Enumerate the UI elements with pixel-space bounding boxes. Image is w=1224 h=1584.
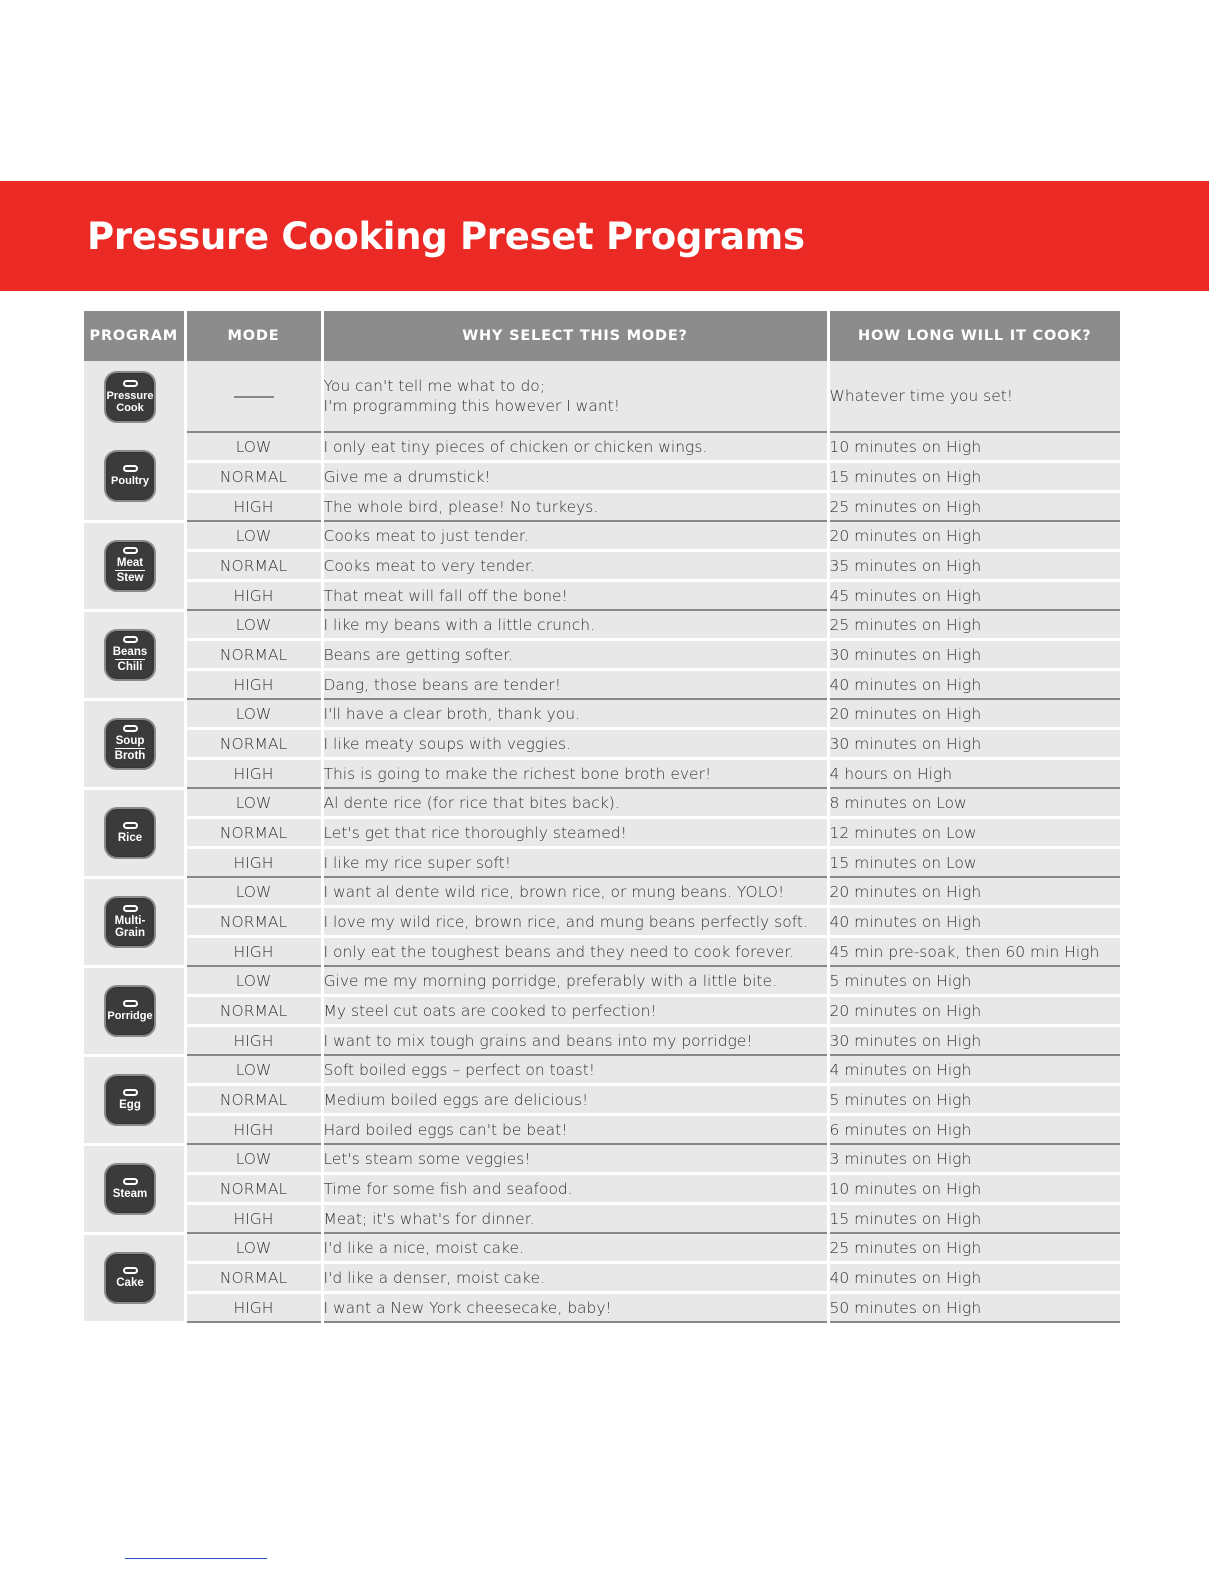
reason-cell: This is going to make the richest bone broth ever! [322, 759, 828, 789]
reason-line: I'm programming this however I want! [323, 397, 620, 415]
reason-cell: My steel cut oats are cooked to perfection! [322, 996, 828, 1026]
table-row [84, 521, 1120, 551]
mode-cell: HIGH [185, 1115, 322, 1145]
program-button-label: Beans [112, 646, 148, 658]
reason-cell: That meat will fall off the bone! [322, 581, 828, 611]
program-cell [84, 432, 185, 521]
table-row [84, 1293, 1120, 1323]
table-row [84, 1174, 1120, 1204]
beans-chili-program-button [104, 629, 156, 681]
table-row [84, 581, 1120, 611]
table-row [84, 1263, 1120, 1293]
program-cell [84, 610, 185, 699]
mode-cell: HIGH [185, 848, 322, 878]
program-button-label: Stew [116, 572, 144, 584]
footer-rule [125, 1558, 267, 1559]
program-button-label: Meat [116, 557, 144, 569]
table-row [84, 877, 1120, 907]
table-row [84, 551, 1120, 581]
table-row [84, 818, 1120, 848]
steam-program-button [104, 1163, 156, 1215]
cook-time-cell: 15 minutes on High [828, 1204, 1120, 1234]
table-row [84, 1055, 1120, 1085]
cook-time-cell: 40 minutes on High [828, 670, 1120, 700]
indicator-light-icon [123, 905, 138, 912]
reason-cell: Meat; it's what's for dinner. [322, 1204, 828, 1234]
reason-cell: Let's steam some veggies! [322, 1144, 828, 1174]
poultry-program-button [104, 450, 156, 502]
table-row [84, 788, 1120, 818]
reason-cell: Dang, those beans are tender! [322, 670, 828, 700]
mode-cell: HIGH [185, 581, 322, 611]
program-cell [84, 877, 185, 966]
table-row [84, 432, 1120, 462]
mode-cell: LOW [185, 966, 322, 996]
preset-programs-table [84, 311, 1120, 1324]
cook-time-cell: 35 minutes on High [828, 551, 1120, 581]
table-row [84, 848, 1120, 878]
cook-time-cell: 50 minutes on High [828, 1293, 1120, 1323]
cook-time-cell: 30 minutes on High [828, 640, 1120, 670]
table-row [84, 361, 1120, 432]
program-cell [84, 521, 185, 610]
table-row [84, 1144, 1120, 1174]
reason-cell: Give me a drumstick! [322, 462, 828, 492]
mode-cell: NORMAL [185, 462, 322, 492]
mode-cell: HIGH [185, 937, 322, 967]
header-program: PROGRAM [84, 311, 185, 361]
table-row [84, 670, 1120, 700]
cook-time-cell: 40 minutes on High [828, 1263, 1120, 1293]
program-button-label: Cook [116, 401, 144, 414]
button-label-divider [115, 659, 145, 660]
reason-cell: Let's get that rice thoroughly steamed! [322, 818, 828, 848]
reason-cell: Al dente rice (for rice that bites back). [322, 788, 828, 818]
pressure-cook-program-button [104, 371, 156, 423]
mode-cell: LOW [185, 610, 322, 640]
reason-cell: Time for some fish and seafood. [322, 1174, 828, 1204]
button-label-divider [115, 570, 145, 571]
mode-cell: NORMAL [185, 1085, 322, 1115]
cook-time-cell: 25 minutes on High [828, 1233, 1120, 1263]
program-cell [84, 1055, 185, 1144]
multi-grain-program-button [104, 896, 156, 948]
mode-cell: HIGH [185, 670, 322, 700]
cook-time-cell: 5 minutes on High [828, 1085, 1120, 1115]
mode-cell: LOW [185, 699, 322, 729]
cook-time-cell: 3 minutes on High [828, 1144, 1120, 1174]
header-why: WHY SELECT THIS MODE? [322, 311, 828, 361]
indicator-light-icon [123, 1089, 138, 1096]
cook-time-cell: 6 minutes on High [828, 1115, 1120, 1145]
cook-time-cell: 45 minutes on High [828, 581, 1120, 611]
program-button-label: Steam [112, 1187, 148, 1200]
cook-time-cell: 25 minutes on High [828, 610, 1120, 640]
table-row [84, 996, 1120, 1026]
mode-cell: NORMAL [185, 996, 322, 1026]
cook-time-cell: 20 minutes on High [828, 996, 1120, 1026]
program-button-label: Rice [117, 831, 143, 844]
table-row [84, 1204, 1120, 1234]
reason-cell: Medium boiled eggs are delicious! [322, 1085, 828, 1115]
table-row [84, 759, 1120, 789]
program-cell [84, 1144, 185, 1233]
table-row [84, 699, 1120, 729]
table-row [84, 1085, 1120, 1115]
indicator-light-icon [123, 725, 138, 732]
table-header-row [84, 311, 1120, 361]
table-row [84, 1026, 1120, 1056]
mode-cell: NORMAL [185, 640, 322, 670]
cook-time-cell: 10 minutes on High [828, 1174, 1120, 1204]
program-button-label: Broth [114, 750, 146, 762]
table-row [84, 966, 1120, 996]
rice-program-button [104, 807, 156, 859]
cook-time-cell: 4 hours on High [828, 759, 1120, 789]
program-cell [84, 361, 185, 432]
mode-cell: LOW [185, 521, 322, 551]
reason-cell: I like my rice super soft! [322, 848, 828, 878]
button-label-divider [115, 748, 145, 749]
mode-cell: NORMAL [185, 1174, 322, 1204]
cook-time-cell: 15 minutes on Low [828, 848, 1120, 878]
mode-cell: HIGH [185, 1026, 322, 1056]
reason-cell: Cooks meat to just tender. [322, 521, 828, 551]
mode-cell: LOW [185, 1055, 322, 1085]
cook-time-cell: 15 minutes on High [828, 462, 1120, 492]
table-row [84, 1233, 1120, 1263]
header-mode: MODE [185, 311, 322, 361]
program-button-label: Poultry [111, 474, 149, 487]
header-time: HOW LONG WILL IT COOK? [828, 311, 1120, 361]
reason-cell: Hard boiled eggs can't be beat! [322, 1115, 828, 1145]
cook-time-cell: 20 minutes on High [828, 699, 1120, 729]
mode-cell: NORMAL [185, 1263, 322, 1293]
reason-cell: I'd like a nice, moist cake. [322, 1233, 828, 1263]
indicator-light-icon [123, 1000, 138, 1007]
mode-cell: LOW [185, 1144, 322, 1174]
indicator-light-icon [123, 547, 138, 554]
table-row [84, 492, 1120, 522]
cook-time-cell: 8 minutes on Low [828, 788, 1120, 818]
reason-line: You can't tell me what to do; [323, 377, 546, 395]
cook-time-cell: 25 minutes on High [828, 492, 1120, 522]
mode-cell: HIGH [185, 1293, 322, 1323]
mode-cell: HIGH [185, 759, 322, 789]
indicator-light-icon [123, 380, 138, 387]
cook-time-cell: 12 minutes on Low [828, 818, 1120, 848]
mode-cell: HIGH [185, 1204, 322, 1234]
table-body [84, 361, 1120, 1322]
reason-cell: I like my beans with a little crunch. [322, 610, 828, 640]
cook-time-cell: 10 minutes on High [828, 432, 1120, 462]
reason-cell: I like meaty soups with veggies. [322, 729, 828, 759]
no-mode-dash-icon [234, 396, 274, 398]
program-cell [84, 788, 185, 877]
cook-time-cell: Whatever time you set! [828, 361, 1120, 432]
indicator-light-icon [123, 822, 138, 829]
page-title: Pressure Cooking Preset Programs [87, 215, 805, 258]
cook-time-cell: 20 minutes on High [828, 877, 1120, 907]
soup-broth-program-button [104, 718, 156, 770]
title-banner [0, 181, 1209, 291]
cook-time-cell: 4 minutes on High [828, 1055, 1120, 1085]
mode-cell: NORMAL [185, 551, 322, 581]
table-row [84, 937, 1120, 967]
porridge-program-button [104, 985, 156, 1037]
reason-cell: I'd like a denser, moist cake. [322, 1263, 828, 1293]
reason-cell [322, 361, 828, 432]
program-button-label: Cake [116, 1276, 144, 1289]
cook-time-cell: 20 minutes on High [828, 521, 1120, 551]
program-cell [84, 966, 185, 1055]
cook-time-cell: 5 minutes on High [828, 966, 1120, 996]
program-button-label: Chili [117, 661, 143, 673]
table-row [84, 640, 1120, 670]
reason-cell: I want a New York cheesecake, baby! [322, 1293, 828, 1323]
table-row [84, 1115, 1120, 1145]
cook-time-cell: 45 min pre-soak, then 60 min High [828, 937, 1120, 967]
table-row [84, 462, 1120, 492]
reason-cell: I'll have a clear broth, thank you. [322, 699, 828, 729]
program-cell [84, 699, 185, 788]
reason-cell: Soft boiled eggs – perfect on toast! [322, 1055, 828, 1085]
program-button-label: Grain [114, 926, 146, 939]
indicator-light-icon [123, 465, 138, 472]
reason-cell: I only eat tiny pieces of chicken or chicken wings. [322, 432, 828, 462]
indicator-light-icon [123, 1178, 138, 1185]
mode-cell: LOW [185, 432, 322, 462]
egg-program-button [104, 1074, 156, 1126]
mode-cell: NORMAL [185, 818, 322, 848]
program-button-label: Egg [119, 1098, 141, 1111]
reason-cell: Give me my morning porridge, preferably with a little bite. [322, 966, 828, 996]
mode-cell: NORMAL [185, 907, 322, 937]
program-button-label: Porridge [107, 1009, 153, 1022]
indicator-light-icon [123, 1267, 138, 1274]
mode-cell [185, 361, 322, 432]
cook-time-cell: 30 minutes on High [828, 729, 1120, 759]
mode-cell: NORMAL [185, 729, 322, 759]
cake-program-button [104, 1252, 156, 1304]
reason-cell: I love my wild rice, brown rice, and mung beans perfectly soft. [322, 907, 828, 937]
mode-cell: LOW [185, 1233, 322, 1263]
reason-cell: Cooks meat to very tender. [322, 551, 828, 581]
mode-cell: LOW [185, 788, 322, 818]
reason-cell: I want al dente wild rice, brown rice, or mung beans. YOLO! [322, 877, 828, 907]
mode-cell: HIGH [185, 492, 322, 522]
cook-time-cell: 30 minutes on High [828, 1026, 1120, 1056]
program-button-label: Pressure [106, 389, 154, 402]
table-row [84, 907, 1120, 937]
program-cell [84, 1233, 185, 1322]
program-button-label: Soup [115, 735, 145, 747]
reason-cell: I only eat the toughest beans and they need to cook forever. [322, 937, 828, 967]
reason-cell: Beans are getting softer. [322, 640, 828, 670]
table-row [84, 610, 1120, 640]
meat-stew-program-button [104, 540, 156, 592]
reason-cell: I want to mix tough grains and beans into my porridge! [322, 1026, 828, 1056]
indicator-light-icon [123, 636, 138, 643]
reason-cell: The whole bird, please! No turkeys. [322, 492, 828, 522]
cook-time-cell: 40 minutes on High [828, 907, 1120, 937]
program-button-label: Multi- [114, 914, 146, 927]
table-row [84, 729, 1120, 759]
mode-cell: LOW [185, 877, 322, 907]
